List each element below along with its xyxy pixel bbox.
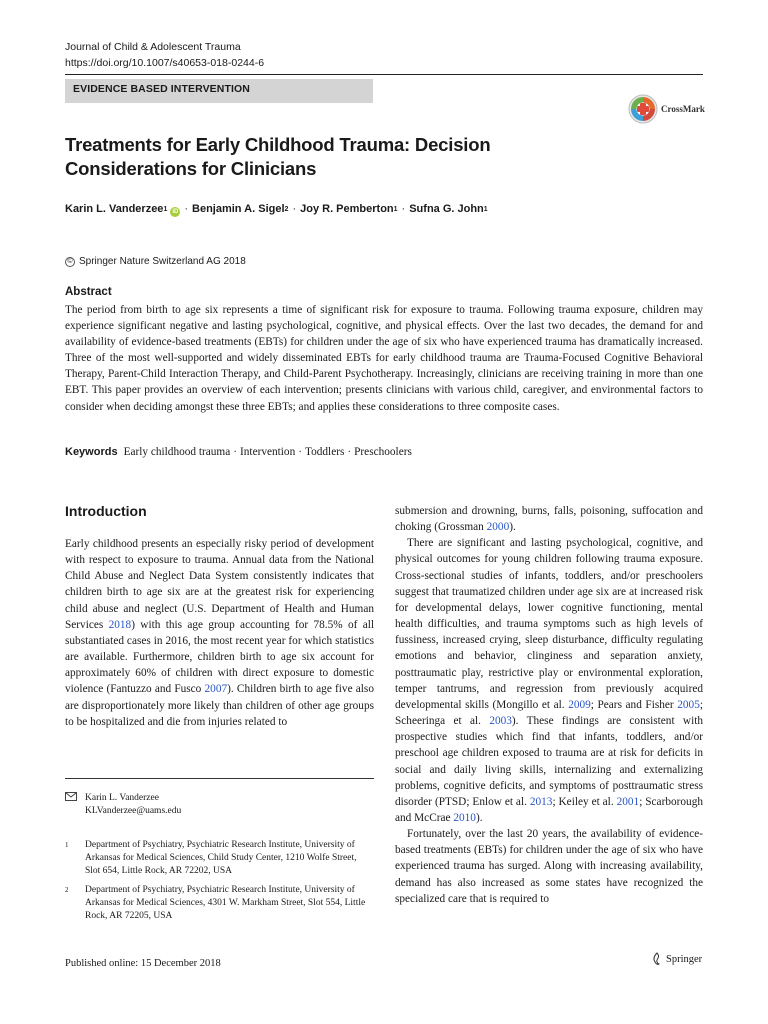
orcid-icon[interactable]: iD — [172, 209, 179, 215]
body-left-column — [65, 536, 374, 730]
copyright-text: Springer Nature Switzerland AG 2018 — [79, 256, 246, 267]
crossmark-label: CrossMark — [661, 104, 705, 114]
journal-header — [65, 39, 264, 71]
body-text: ) with this age group accounting for 78.5% of all substantiated cases in 2016, the most recent year for which statistics are available. Furthermore, children birth to age six account for approximately 60% of children with direct exposure to domestic violence (Fantuzzo and Fusco — [65, 618, 374, 696]
body-text: ; Scheeringa et al. — [395, 698, 703, 728]
author-affiliation-marker: 1 — [393, 206, 398, 213]
section-banner: EVIDENCE BASED INTERVENTION — [65, 79, 373, 103]
affiliation-2 — [65, 884, 374, 924]
author-name[interactable]: Benjamin A. Sigel — [192, 203, 285, 215]
crossmark-badge[interactable] — [628, 94, 705, 124]
copyright-icon: © — [65, 257, 75, 267]
body-text: Early childhood presents an especially risky period of development with respect to exposure to trauma. Annual data from the National Child Abuse and Neglect Data System consistently indicates that children birth to age six are at the greatest risk for experiencing child abuse and neglect (U.S. Department of Health and Human Services — [65, 538, 374, 631]
journal-name: Journal of Child & Adolescent Trauma — [65, 41, 241, 53]
citation-link[interactable]: 2003 — [489, 715, 512, 728]
keyword: Intervention — [240, 446, 296, 458]
published-date: Published online: 15 December 2018 — [65, 958, 221, 969]
footnote-rule — [65, 778, 374, 779]
body-text: There are significant and lasting psychological, cognitive, and physical outcomes for young children following trauma exposure. Cross-sectional studies of infants, toddlers, and/or preschoolers suggest that traumatized children under age six are at increased risk for developmental delays, lower cognitive functioning, mental health difficulties, and trauma symptoms such as high levels of fussiness, increased crying, sleep disturbance, difficulty regulating emotions and behavior, clinginess and separation anxiety, posttraumatic play, restrictive play or environmental exploration, temper tantrums, and regression from previously acquired developmental skills (Mongillo et al. — [395, 537, 703, 711]
abstract-text: The period from birth to age six represents a time of significant risk for exposure to trauma. Following trauma exposure, children may experience significant negative and lasting psychological, cognitive, and physical effects. Over the last two decades, the demand for and availability of evidence-based treatments (EBTs) for children under the age of six who have experienced trauma has dramatically increased. Three of the most well-supported and widely disseminated EBTs for early childhood trauma are Trauma-Focused Cognitive Behavioral Therapy, Parent-Child Interaction Therapy, and Child-Parent Psychotherapy. Increasingly, clinicians are receiving training in more than one EBT. This paper provides an overview of each intervention; presents clinicians with various child, caregiver, and environmental factors to consider when deciding amongst these three EBTs; and applies these considerations to three composite cases. — [65, 304, 703, 413]
author-name[interactable]: Karin L. Vanderzee — [65, 203, 164, 215]
affiliation-1 — [65, 839, 374, 879]
keywords-label: Keywords — [65, 446, 118, 458]
body-text: submersion and drowning, burns, falls, poisoning, suffocation and choking (Grossman — [395, 505, 703, 534]
citation-link[interactable]: 2009 — [568, 698, 591, 711]
header-rule — [65, 74, 703, 75]
body-right-column — [395, 503, 703, 907]
citation-link[interactable]: 2001 — [616, 795, 640, 808]
affiliation-text: Department of Psychiatry, Psychiatric Research Institute, University of Arkansas for Medical Sciences, Child Study Center, 1210 Wolfe Street, Slot 654, Little Rock, AR 72202, USA — [85, 840, 357, 877]
keyword: Toddlers — [305, 446, 345, 458]
abstract-heading: Abstract — [65, 286, 112, 298]
affiliation-number: 1 — [65, 841, 69, 849]
body-paragraph — [395, 826, 703, 907]
doi-link[interactable]: https://doi.org/10.1007/s40653-018-0244-6 — [65, 57, 265, 69]
springer-logo[interactable] — [651, 952, 702, 966]
author-affiliation-marker: 1 — [483, 206, 488, 213]
article-title: Treatments for Early Childhood Trauma: Decision Considerations for Clinicians — [65, 134, 491, 179]
body-text: ). — [475, 811, 483, 824]
springer-logo-icon — [651, 952, 663, 966]
citation-link[interactable]: 2005 — [677, 698, 700, 711]
body-text: ). These findings are consistent with prospective studies which find that infants, toddlers, and/or preschool age children exposed to trauma are at risk for deficits in social and daily living skills, internalizing and externalizing problems, cognitive deficits, and symptoms of posttraumatic stress disorder (PTSD; Enlow et al. — [395, 715, 703, 808]
keyword: Preschoolers — [354, 446, 412, 458]
body-paragraph — [395, 535, 703, 826]
author-affiliation-marker: 2 — [284, 206, 289, 213]
corresponding-email[interactable]: KLVanderzee@uams.edu — [85, 806, 182, 816]
keyword-separator: · — [298, 446, 302, 458]
publisher-name: Springer — [666, 953, 703, 965]
body-text: ). Children birth to age five also are disproportionately more likely than children of other age groups to be hospitalized and die from injuries related to — [65, 683, 374, 728]
keyword-separator: · — [233, 446, 238, 458]
body-text: ; Pears and Fisher — [590, 698, 678, 711]
body-text: ; Scarborough and McCrae — [395, 795, 703, 824]
copyright-line — [65, 256, 246, 267]
author-name[interactable]: Sufna G. John — [409, 203, 484, 215]
citation-link[interactable]: 2018 — [108, 618, 132, 631]
affiliation-number: 2 — [65, 886, 69, 894]
keyword-separator: · — [347, 446, 352, 458]
body-text: ; Keiley et al. — [552, 795, 617, 808]
corresponding-name: Karin L. Vanderzee — [85, 793, 159, 803]
affiliation-text: Department of Psychiatry, Psychiatric Research Institute, University of Arkansas for Medical Sciences, 4301 W. Markham Street, Slot 554, Little Rock, AR 72205, USA — [85, 885, 366, 922]
author-separator: · — [401, 203, 406, 215]
body-paragraph — [395, 503, 703, 535]
author-separator: · — [292, 203, 297, 215]
author-list — [65, 203, 488, 216]
crossmark-icon — [628, 94, 658, 124]
citation-link[interactable]: 2013 — [529, 795, 553, 808]
body-text: ). — [509, 521, 516, 534]
introduction-heading: Introduction — [65, 503, 147, 519]
keywords-items — [124, 446, 412, 458]
citation-link[interactable]: 2000 — [486, 521, 510, 534]
author-separator: · — [184, 203, 189, 215]
keywords-line — [65, 446, 412, 458]
author-name[interactable]: Joy R. Pemberton — [300, 203, 394, 215]
corresponding-author — [65, 792, 181, 818]
body-text: Fortunately, over the last 20 years, the availability of evidence-based treatments (EBTs) for children under the age of six who have experienced trauma has surged. Along with increasing availability, demand has also increased as some states have recognized the specialized care that is required to — [395, 828, 703, 905]
citation-link[interactable]: 2007 — [204, 683, 228, 696]
author-affiliation-marker: 1 — [163, 206, 168, 213]
citation-link[interactable]: 2010 — [453, 811, 476, 824]
body-paragraph — [65, 536, 374, 730]
mail-icon — [65, 792, 77, 818]
keyword: Early childhood trauma — [123, 446, 231, 458]
